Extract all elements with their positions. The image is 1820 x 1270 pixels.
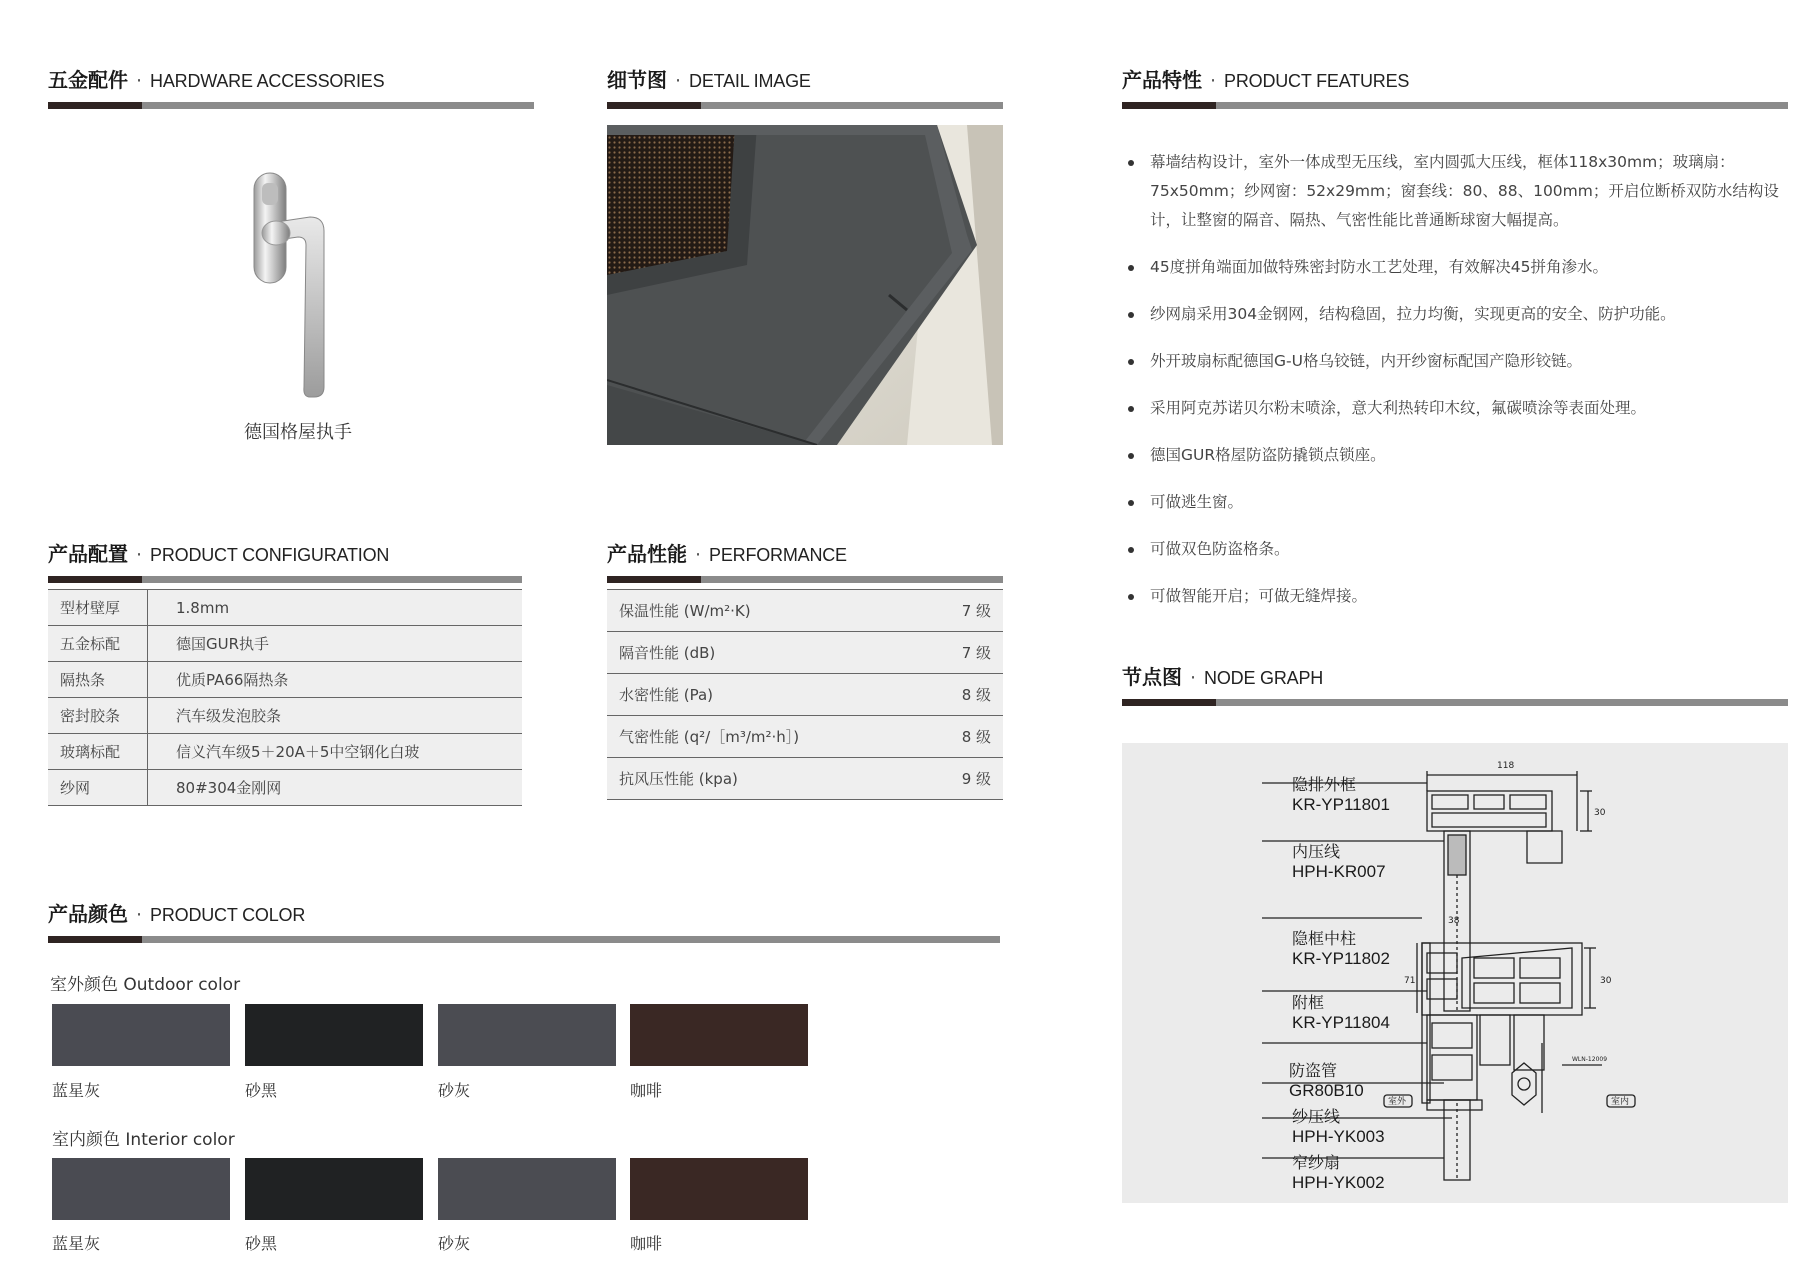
tag-outdoor: 室外: [1388, 1097, 1407, 1107]
performance-level: 9 级: [919, 758, 1003, 800]
swatch-label: 砂黑: [245, 1081, 278, 1100]
section-underline: [48, 936, 1000, 943]
node-label-zh: 纱压线: [1292, 1107, 1341, 1126]
section-title-zh: 细节图: [607, 68, 667, 92]
section-title-zh: 节点图: [1122, 665, 1182, 689]
performance-label: 气密性能 (q²/［m³/m²·h］): [607, 716, 919, 758]
node-label-zh: 隐排外框: [1292, 775, 1357, 794]
section-underline: [1122, 102, 1788, 109]
section-title-en: NODE GRAPH: [1204, 668, 1324, 688]
table-row: [48, 770, 522, 806]
node-label-zh: 附框: [1292, 993, 1325, 1012]
tag-wln: WLN-12009: [1572, 1056, 1608, 1063]
table-row: [48, 626, 522, 662]
dim-mid: 38: [1448, 916, 1460, 926]
config-value: 汽车级发泡胶条: [148, 698, 523, 734]
section-underline: [1122, 699, 1788, 706]
performance-level: 7 级: [919, 590, 1003, 632]
section-title-zh: 产品配置: [48, 542, 128, 566]
performance-level: 7 级: [919, 632, 1003, 674]
config-label: 密封胶条: [48, 698, 148, 734]
config-value: 优质PA66隔热条: [148, 662, 523, 698]
section-underline: [607, 576, 1003, 583]
section-title-en: PRODUCT CONFIGURATION: [150, 545, 390, 565]
config-value: 80#304金刚网: [148, 770, 523, 806]
config-label: 五金标配: [48, 626, 148, 662]
performance-level: 8 级: [919, 716, 1003, 758]
node-label-screen-sash: [1292, 1153, 1385, 1193]
section-header-features: [1122, 50, 1788, 110]
title-separator: ·: [136, 904, 143, 926]
node-label-sub-frame: [1292, 993, 1390, 1033]
node-label-code: HPH-KR007: [1292, 862, 1386, 881]
node-label-code: KR-YP11804: [1292, 1013, 1390, 1032]
interior-color-title: 室内颜色 Interior color: [52, 1130, 235, 1150]
title-separator: ·: [136, 544, 143, 566]
feature-item: 可做智能开启；可做无缝焊接。: [1126, 582, 1791, 611]
tag-indoor: 室内: [1611, 1097, 1630, 1107]
interior-swatch: [245, 1158, 423, 1220]
swatch-label: 蓝星灰: [52, 1234, 101, 1253]
section-header-performance: [607, 524, 1003, 584]
dim-side: 30: [1594, 808, 1606, 818]
feature-item: 外开玻扇标配德国G-U格乌铰链，内开纱窗标配国产隐形铰链。: [1126, 347, 1791, 376]
section-header-node: [1122, 647, 1788, 707]
performance-label: 隔音性能 (dB): [607, 632, 919, 674]
feature-item: 采用阿克苏诺贝尔粉末喷涂，意大利热转印木纹，氟碳喷涂等表面处理。: [1126, 394, 1791, 423]
table-row: [607, 716, 1003, 758]
table-row: [607, 758, 1003, 800]
node-label-code: KR-YP11802: [1292, 949, 1390, 968]
outdoor-swatch: [245, 1004, 423, 1066]
config-value: 1.8mm: [148, 590, 523, 626]
table-row: [48, 734, 522, 770]
interior-swatch: [52, 1158, 230, 1220]
node-label-zh: 防盗管: [1289, 1061, 1338, 1080]
outdoor-swatch: [630, 1004, 808, 1066]
performance-label: 抗风压性能 (kpa): [607, 758, 919, 800]
performance-table: [607, 589, 1003, 800]
table-row: [607, 590, 1003, 632]
feature-item: 幕墙结构设计，室外一体成型无压线，室内圆弧大压线，框体118x30mm；玻璃扇：75x50mm；纱网窗：52x29mm；窗套线：80、88、100mm；开启位断桥双防水结构设计，让整窗的隔音、隔热、气密性能比普通断球窗大幅提高。: [1126, 148, 1791, 235]
config-value: 信义汽车级5＋20A＋5中空钢化白玻: [148, 734, 523, 770]
performance-level: 8 级: [919, 674, 1003, 716]
node-label-code: KR-YP11801: [1292, 795, 1390, 814]
node-label-code: HPH-YK003: [1292, 1127, 1385, 1146]
node-label-code: GR80B10: [1289, 1081, 1364, 1100]
feature-item: 45度拼角端面加做特殊密封防水工艺处理，有效解决45拼角渗水。: [1126, 253, 1791, 282]
title-separator: ·: [1210, 70, 1217, 92]
section-title-zh: 五金配件: [48, 68, 128, 92]
handle-caption: 德国格屋执手: [244, 422, 352, 443]
detail-photo: [607, 125, 1003, 445]
config-value: 德国GUR执手: [148, 626, 523, 662]
interior-swatch: [630, 1158, 808, 1220]
node-label-frame: [1292, 775, 1390, 815]
node-label-zh: 窄纱扇: [1292, 1153, 1341, 1172]
config-label: 纱网: [48, 770, 148, 806]
node-label-code: HPH-YK002: [1292, 1173, 1385, 1192]
feature-item: 纱网扇采用304金钢网，结构稳固，拉力均衡，实现更高的安全、防护功能。: [1126, 300, 1791, 329]
section-underline: [48, 576, 522, 583]
config-label: 隔热条: [48, 662, 148, 698]
node-label-zh: 内压线: [1292, 842, 1341, 861]
performance-label: 水密性能 (Pa): [607, 674, 919, 716]
feature-item: 可做双色防盗格条。: [1126, 535, 1791, 564]
feature-item: 可做逃生窗。: [1126, 488, 1791, 517]
title-separator: ·: [695, 544, 702, 566]
node-graph-panel: [1122, 743, 1788, 1203]
section-title-en: PRODUCT FEATURES: [1224, 71, 1410, 91]
section-header-detail: [607, 50, 1003, 110]
table-row: [48, 590, 522, 626]
section-title-en: DETAIL IMAGE: [689, 71, 811, 91]
section-underline: [607, 102, 1003, 109]
swatch-label: 蓝星灰: [52, 1081, 101, 1100]
swatch-label: 砂灰: [438, 1234, 471, 1253]
section-title-en: HARDWARE ACCESSORIES: [150, 71, 385, 91]
title-separator: ·: [136, 70, 143, 92]
section-header-hardware: [48, 50, 534, 110]
features-list: [1126, 148, 1791, 629]
config-table: [48, 589, 522, 806]
swatch-label: 砂黑: [245, 1234, 278, 1253]
interior-swatch: [438, 1158, 616, 1220]
section-title-en: PERFORMANCE: [709, 545, 847, 565]
section-header-color: [48, 884, 1000, 944]
section-title-zh: 产品颜色: [48, 902, 128, 926]
node-label-zh: 隐框中柱: [1292, 929, 1357, 948]
node-label-inner-bead: [1292, 842, 1386, 882]
dim-top: 118: [1497, 761, 1515, 771]
node-label-security-tube: [1289, 1061, 1364, 1101]
hardware-panel: [48, 150, 548, 450]
node-label-mullion: [1292, 929, 1390, 969]
title-separator: ·: [1190, 667, 1197, 689]
dim-left: 71: [1404, 976, 1416, 986]
node-label-screen-bead: [1292, 1107, 1385, 1147]
title-separator: ·: [675, 70, 682, 92]
performance-label: 保温性能 (W/m²·K): [607, 590, 919, 632]
window-profile-drawing: [1122, 743, 1788, 1203]
section-header-config: [48, 524, 522, 584]
section-title-zh: 产品特性: [1122, 68, 1202, 92]
swatch-label: 咖啡: [630, 1081, 663, 1100]
table-row: [607, 674, 1003, 716]
config-label: 型材壁厚: [48, 590, 148, 626]
config-label: 玻璃标配: [48, 734, 148, 770]
outdoor-color-title: 室外颜色 Outdoor color: [50, 975, 241, 995]
table-row: [607, 632, 1003, 674]
outdoor-swatch: [438, 1004, 616, 1066]
outdoor-swatch: [52, 1004, 230, 1066]
section-title-en: PRODUCT COLOR: [150, 905, 306, 925]
swatch-label: 砂灰: [438, 1081, 471, 1100]
window-handle-image: [48, 165, 548, 405]
section-title-zh: 产品性能: [607, 542, 687, 566]
swatch-label: 咖啡: [630, 1234, 663, 1253]
table-row: [48, 698, 522, 734]
table-row: [48, 662, 522, 698]
dim-side-2: 30: [1600, 976, 1612, 986]
section-underline: [48, 102, 534, 109]
feature-item: 德国GUR格屋防盗防撬锁点锁座。: [1126, 441, 1791, 470]
